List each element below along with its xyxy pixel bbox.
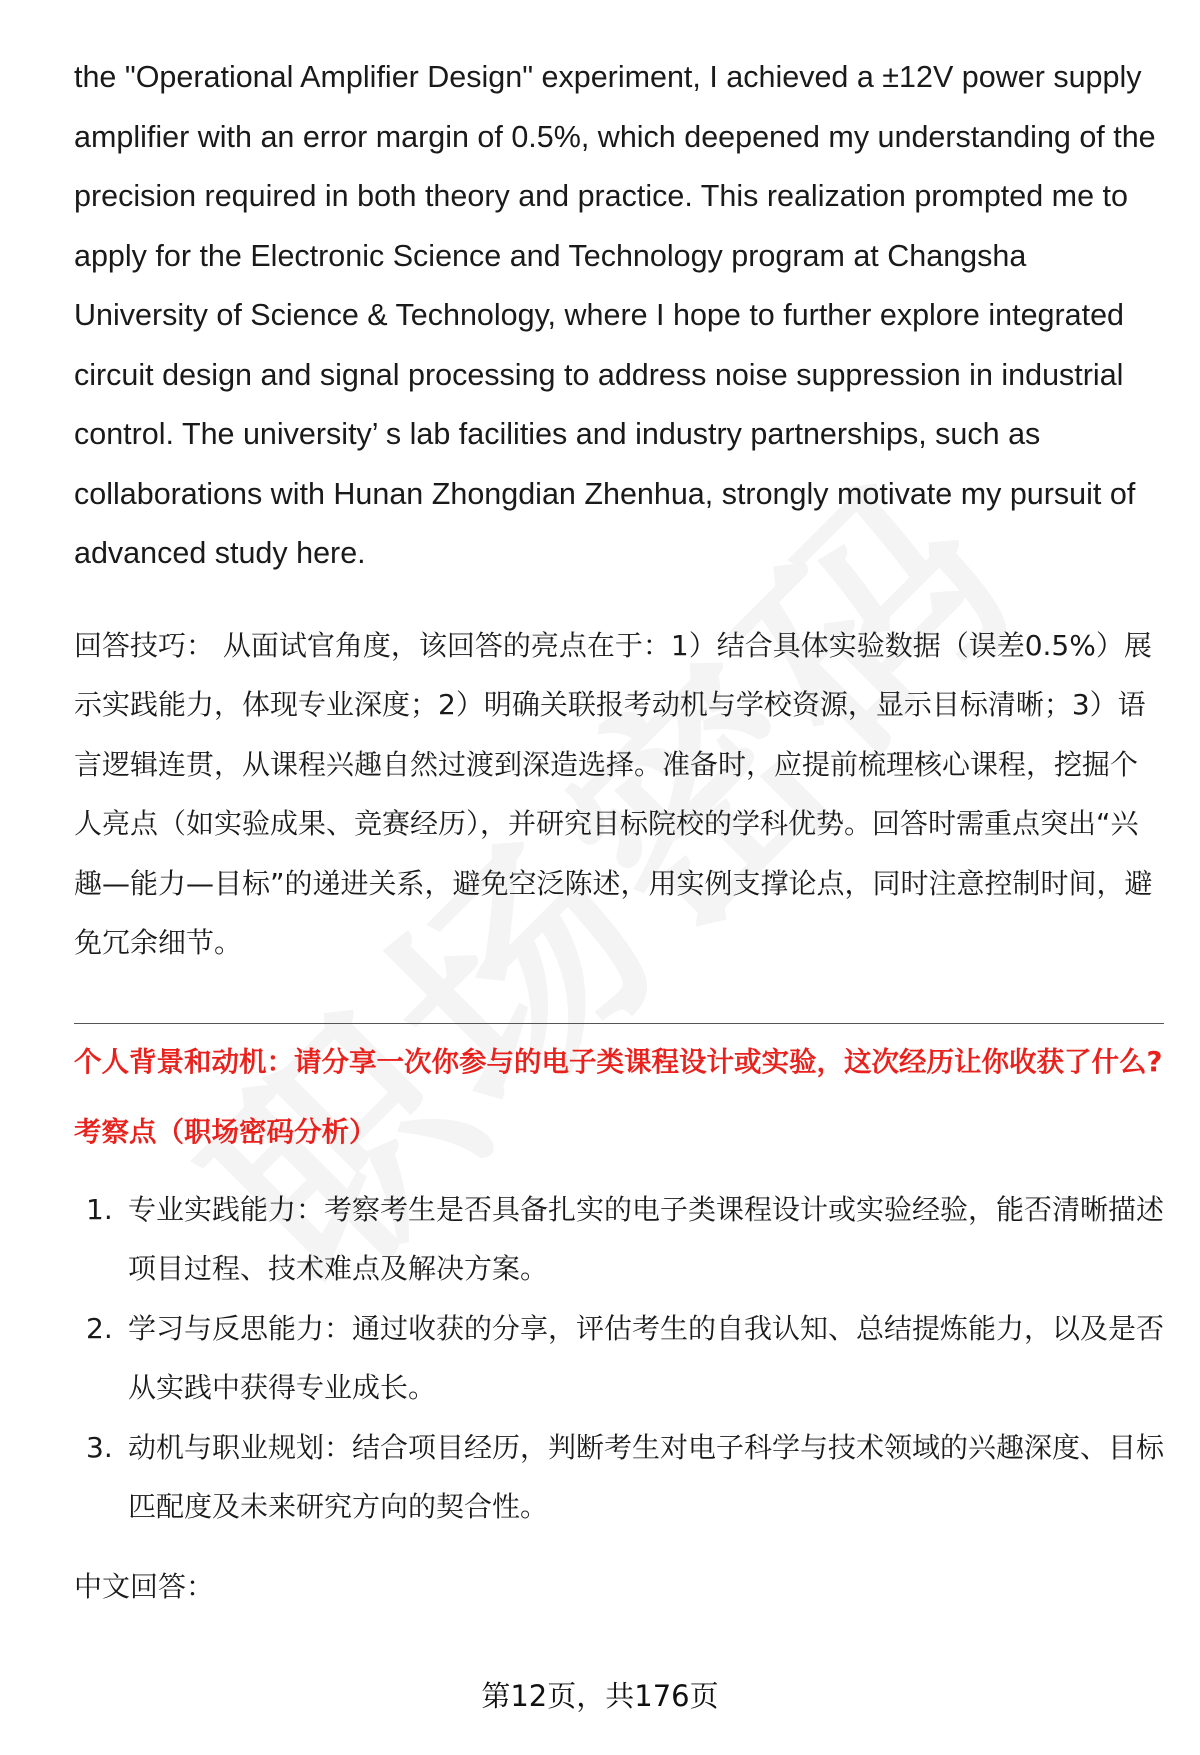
list-item	[74, 1418, 1164, 1537]
list-item-text: 专业实践能力：考察考生是否具备扎实的电子类课程设计或实验经验，能否清晰描述项目过程、技术难点及解决方案。	[128, 1192, 1165, 1285]
list-item	[74, 1180, 1164, 1299]
list-item-number: 2.	[86, 1311, 113, 1345]
page-content	[74, 48, 1164, 1607]
section-divider	[74, 1023, 1164, 1024]
exam-points-list	[74, 1180, 1164, 1537]
list-item-number: 1.	[86, 1192, 113, 1226]
list-item	[74, 1299, 1164, 1418]
list-item-text: 学习与反思能力：通过收获的分享，评估考生的自我认知、总结提炼能力，以及是否从实践中获得专业成长。	[128, 1311, 1165, 1404]
question-heading: 个人背景和动机：请分享一次你参与的电子类课程设计或实验，这次经历让你收获了什么?	[74, 1045, 1163, 1078]
list-item-text: 动机与职业规划：结合项目经历，判断考生对电子科学与技术领域的兴趣深度、目标匹配度及未来研究方向的契合性。	[128, 1430, 1165, 1523]
list-item-number: 3.	[86, 1430, 113, 1464]
english-answer-paragraph: the "Operational Amplifier Design" experiment, I achieved a ±12V power supply amplifier with an error margin of 0.5%, which deepened my understanding of the precision required in both theory and practice. This realization prompted me to apply for the Electronic Science and Technology program at Changsha University of Science & Technology, where I hope to further explore integrated circuit design and signal processing to address noise suppression in industrial control. The university’ s lab facilities and industry partnerships, such as collaborations with Hunan Zhongdian Zhenhua, strongly motivate my pursuit of advanced study here.	[74, 60, 1156, 570]
exam-points-title: 考察点（职场密码分析）	[74, 1115, 377, 1148]
chinese-answer-label: 中文回答：	[74, 1569, 215, 1603]
page-footer: 第12页，共176页	[481, 1679, 719, 1713]
answer-tips-paragraph: 回答技巧： 从面试官角度，该回答的亮点在于：1）结合具体实验数据（误差0.5%）展示实践能力，体现专业深度；2）明确关联报考动机与学校资源，显示目标清晰；3）语言逻辑连贯，从课程兴趣自然过渡到深造选择。准备时，应提前梳理核心课程，挖掘个人亮点（如实验成果、竞赛经历），并研究目标院校的学科优势。回答时需重点突出“兴趣—能力—目标”的递进关系，避免空泛陈述，用实例支撑论点，同时注意控制时间，避免冗余细节。	[74, 628, 1153, 959]
